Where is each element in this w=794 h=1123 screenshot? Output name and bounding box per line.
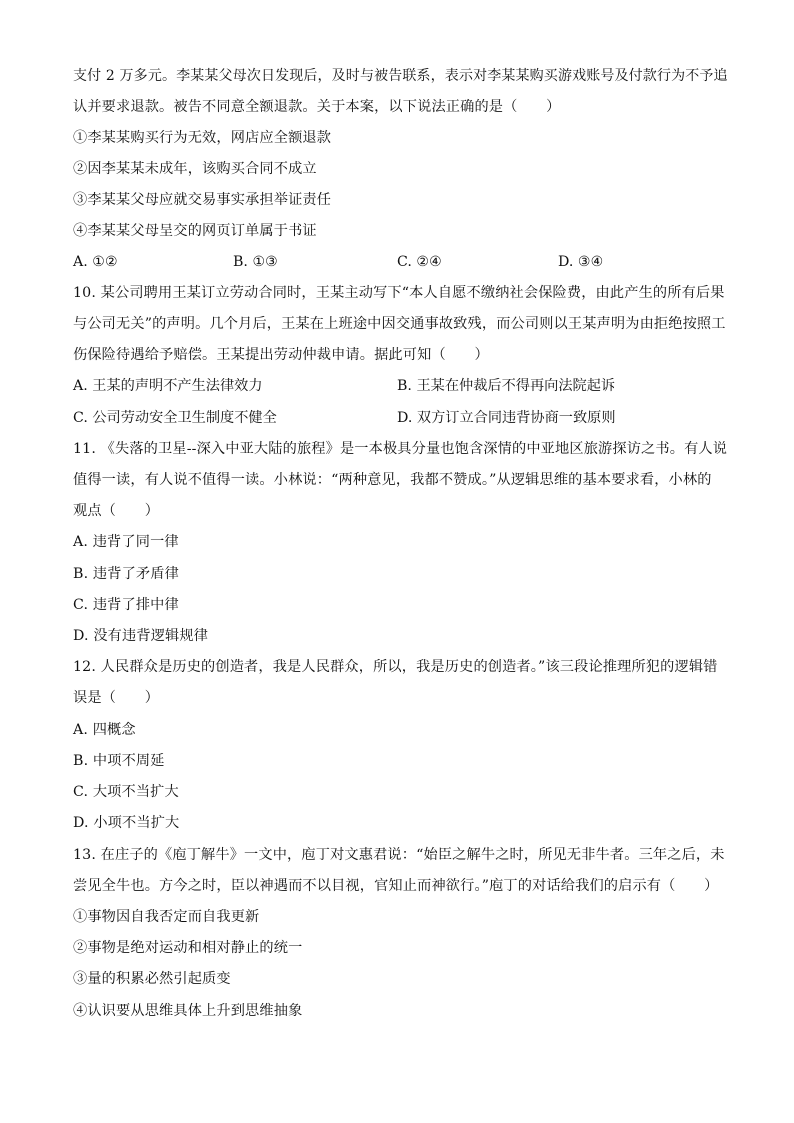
- q11-option-a: A. 违背了同一律: [73, 534, 179, 550]
- q10-stem-line-1: 10. 某公司聘用王某订立劳动合同时，王某主动写下“本人自愿不缴纳社会保险费，由此产生的所有后果: [73, 285, 725, 301]
- q11-option-b: B. 违背了矛盾律: [73, 566, 179, 582]
- q12-option-d: D. 小项不当扩大: [73, 815, 180, 831]
- q9-statement-1: ①李某某购买行为无效，网店应全额退款: [73, 130, 332, 146]
- q12-option-c: C. 大项不当扩大: [73, 784, 179, 800]
- q11-option-c: C. 违背了排中律: [73, 597, 179, 613]
- q10-option-b: B. 王某在仲裁后不得再向法院起诉: [397, 378, 616, 394]
- q12-stem-line-1: 12. 人民群众是历史的创造者，我是人民群众，所以，我是历史的创造者。”该三段论推理所犯的逻辑错: [73, 659, 718, 675]
- q9-option-b: B. ①③: [233, 254, 278, 270]
- q9-statement-3: ③李某某父母应就交易事实承担举证责任: [73, 192, 332, 208]
- q13-stem-line-2: 尝见全牛也。方今之时，臣以神遇而不以目视，官知止而神欲行。”庖丁的对话给我们的启示有（ ）: [73, 878, 719, 894]
- q9-stem-line-1: 支付 2 万多元。李某某父母次日发现后，及时与被告联系，表示对李某某购买游戏账号及付款行为不予追: [73, 68, 728, 84]
- q9-option-a: A. ①②: [73, 254, 118, 270]
- q12-option-a: A. 四概念: [73, 722, 136, 738]
- q13-statement-1: ①事物因自我否定而自我更新: [73, 909, 260, 925]
- q9-stem-line-2: 认并要求退款。被告不同意全额退款。关于本案，以下说法正确的是（ ）: [73, 99, 561, 115]
- q13-statement-3: ③量的积累必然引起质变: [73, 971, 231, 987]
- q10-stem-line-2: 与公司无关”的声明。几个月后，王某在上班途中因交通事故致残，而公司则以王某声明为由拒绝按照工: [73, 316, 726, 332]
- q10-option-c: C. 公司劳动安全卫生制度不健全: [73, 410, 277, 426]
- q11-stem-line-3: 观点（ ）: [73, 503, 160, 519]
- q12-stem-line-2: 误是（ ）: [73, 690, 160, 706]
- q11-stem-line-2: 值得一读，有人说不值得一读。小林说：“两种意见，我都不赞成。”从逻辑思维的基本要求看，小林的: [73, 472, 712, 488]
- q9-option-c: C. ②④: [397, 254, 442, 270]
- q9-option-d: D. ③④: [558, 254, 604, 270]
- q9-statement-4: ④李某某父母呈交的网页订单属于书证: [73, 223, 317, 239]
- q13-stem-line-1: 13. 在庄子的《庖丁解牛》一文中，庖丁对文惠君说：“始臣之解牛之时，所见无非牛者。三年之后，未: [73, 847, 725, 863]
- q10-stem-line-3: 伤保险待遇给予赔偿。王某提出劳动仲裁申请。据此可知（ ）: [73, 347, 489, 363]
- q11-stem-line-1: 11. 《失落的卫星--深入中亚大陆的旅程》是一本极具分量也饱含深情的中亚地区旅游探访之书。有人说: [73, 441, 728, 457]
- q13-statement-4: ④认识要从思维具体上升到思维抽象: [73, 1003, 303, 1019]
- q13-statement-2: ②事物是绝对运动和相对静止的统一: [73, 940, 303, 956]
- q11-option-d: D. 没有违背逻辑规律: [73, 628, 209, 644]
- q10-option-a: A. 王某的声明不产生法律效力: [73, 378, 263, 394]
- q12-option-b: B. 中项不周延: [73, 753, 165, 769]
- q10-option-d: D. 双方订立合同违背协商一致原则: [397, 410, 616, 426]
- q9-statement-2: ②因李某某未成年，该购买合同不成立: [73, 161, 317, 177]
